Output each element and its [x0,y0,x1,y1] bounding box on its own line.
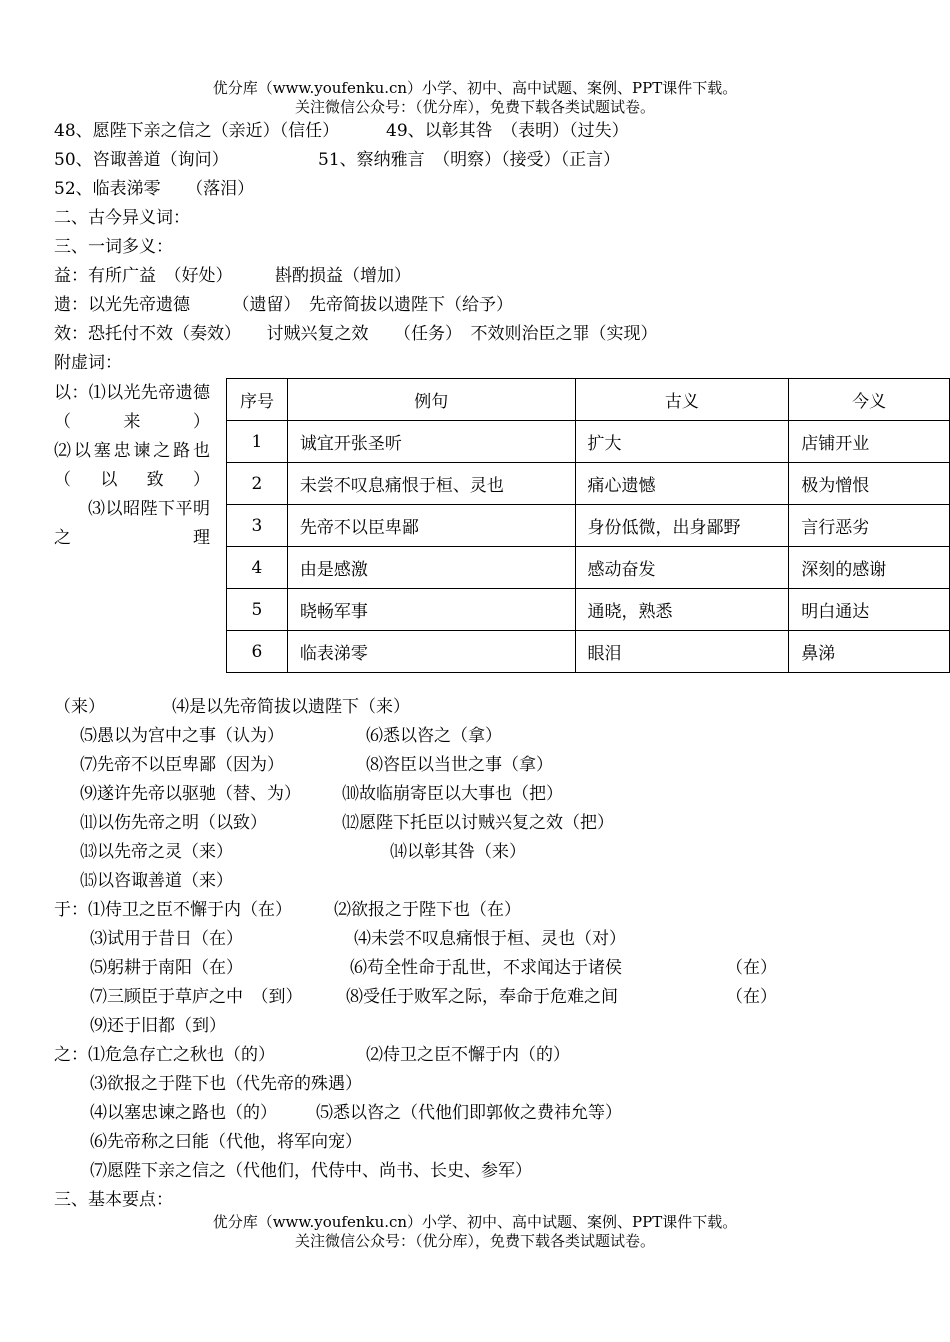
yi-item-11: ⑾以伤先帝之明（以致） [80,813,267,833]
yu-item-5: ⑸躬耕于南阳（在） [90,958,243,978]
yi-side-b: ⑵以塞忠谏之路也（以致） [54,441,210,490]
word-item-52: 52、临表涕零 （落泪） [54,179,255,199]
row-example: 由是感激 [287,547,575,589]
header-line-1: 优分库（www.youfenku.cn）小学、初中、高中试题、案例、PPT课件下载。 [212,79,738,97]
row-example: 晓畅军事 [287,589,575,631]
yi-item-4: ⑷是以先帝简拔以遗陛下（来） [172,697,410,717]
yi-item-10: ⑽故临崩寄臣以大事也（把） [342,784,563,804]
yi-item-14: ⒁以彰其咎（来） [390,842,526,862]
yu-item-4: ⑷未尝不叹息痛恨于桓、灵也（对） [354,929,626,949]
zhi-item-7: ⑺愿陛下亲之信之（代他们，代侍中、尚书、长史、参军） [90,1161,532,1181]
row-modern: 深刻的感谢 [789,547,950,589]
yi-item-12: ⑿愿陛下托臣以讨贼兴复之效（把） [342,813,614,833]
row-ancient: 眼泪 [575,631,789,673]
col-header-modern: 今义 [789,379,950,421]
row-example: 先帝不以臣卑鄙 [287,505,575,547]
yu-item-8-meaning: （在） [726,987,777,1007]
row-modern: 鼻涕 [789,631,950,673]
word-item-48: 48、愿陛下亲之信之（亲近）（信任） [54,121,340,141]
yu-item-6: ⑹苟全性命于乱世，不求闻达于诸侯 [350,958,622,978]
yi-item-7: ⑺先帝不以臣卑鄙（因为） [80,755,284,775]
footer-line-1: 优分库（www.youfenku.cn）小学、初中、高中试题、案例、PPT课件下载。 [212,1213,738,1231]
word-item-49: 49、以彰其咎 （表明）（过失） [386,121,629,141]
section-heading-antonyms: 二、古今异义词： [54,208,190,228]
table-header-row [227,379,950,421]
row-ancient: 感动奋发 [575,547,789,589]
table-row [227,463,950,505]
yi-item-8: ⑻咨臣以当世之事（拿） [366,755,553,775]
row-number: 3 [227,505,288,547]
row-number: 2 [227,463,288,505]
yu-item-7: ⑺三顾臣于草庐之中 （到） [90,987,303,1007]
yu-item-3: ⑶试用于昔日（在） [90,929,243,949]
section-heading-key-points: 三、基本要点： [54,1190,173,1210]
yi-item-6: ⑹悉以咨之（拿） [366,726,502,746]
row-ancient: 痛心遗憾 [575,463,789,505]
zhi-item-6: ⑹先帝称之曰能（代他，将军向宠） [90,1132,362,1152]
row-number: 5 [227,589,288,631]
row-modern: 店铺开业 [789,421,950,463]
zhi-item-3: ⑶欲报之于陛下也（代先帝的殊遇） [90,1074,362,1094]
yi-c-end: （来） [54,697,105,717]
row-example: 临表涕零 [287,631,575,673]
row-number: 1 [227,421,288,463]
col-header-number: 序号 [227,379,288,421]
row-number: 6 [227,631,288,673]
yi-side-c: ⑶以昭陛下平明之理 [54,499,210,548]
ancient-modern-table [226,378,950,673]
yu-item-1: 于：⑴侍卫之臣不懈于内（在） [54,900,292,920]
yu-item-8: ⑻受任于败军之际，奉命于危难之间 [346,987,618,1007]
yu-item-6-meaning: （在） [726,958,777,978]
yi-item-9: ⑼遂许先帝以驱驰（替、为） [80,784,301,804]
row-modern: 极为憎恨 [789,463,950,505]
yi-side-a: 以：⑴以光先帝遗德（来） [54,383,210,432]
polysemy-xiao: 效：恐托付不效（奏效） 讨贼兴复之效 （任务） 不效则治臣之罪（实现） [54,324,658,344]
polysemy-yi-2: 遗：以光先帝遗德 （遗留） 先帝简拔以遗陛下（给予） [54,295,513,315]
col-header-example: 例句 [287,379,575,421]
row-example: 未尝不叹息痛恨于桓、灵也 [287,463,575,505]
row-modern: 言行恶劣 [789,505,950,547]
table-row [227,505,950,547]
word-item-51: 51、察纳雅言 （明察）（接受）（正言） [318,150,621,170]
yu-item-2: ⑵欲报之于陛下也（在） [334,900,521,920]
zhi-item-1: 之：⑴危急存亡之秋也（的） [54,1045,275,1065]
yi-item-13: ⒀以先帝之灵（来） [80,842,233,862]
table-row [227,631,950,673]
header-line-2: 关注微信公众号：（优分库），免费下载各类试题试卷。 [294,98,655,116]
row-ancient: 通晓，熟悉 [575,589,789,631]
col-header-ancient: 古义 [575,379,789,421]
zhi-item-4: ⑷以塞忠谏之路也（的） [90,1103,277,1123]
row-example: 诚宜开张圣听 [287,421,575,463]
zhi-item-2: ⑵侍卫之臣不懈于内（的） [366,1045,570,1065]
zhi-item-5: ⑸悉以咨之（代他们即郭攸之费祎允等） [316,1103,622,1123]
yi-item-5: ⑸愚以为宫中之事（认为） [80,726,284,746]
yu-item-9: ⑼还于旧都（到） [90,1016,226,1036]
section-heading-polysemy: 三、一词多义： [54,237,173,257]
yi-item-15: ⒂以咨诹善道（来） [80,871,233,891]
polysemy-yi: 益：有所广益 （好处） 斟酌损益（增加） [54,266,411,286]
yi-side-text [54,379,210,553]
footer-line-2: 关注微信公众号：（优分库），免费下载各类试题试卷。 [294,1232,655,1250]
table-row [227,589,950,631]
function-words-heading: 附虚词： [54,353,122,373]
row-ancient: 扩大 [575,421,789,463]
table-row [227,547,950,589]
row-number: 4 [227,547,288,589]
row-modern: 明白通达 [789,589,950,631]
table-row [227,421,950,463]
word-item-50: 50、咨诹善道（询问） [54,150,229,170]
row-ancient: 身份低微，出身鄙野 [575,505,789,547]
